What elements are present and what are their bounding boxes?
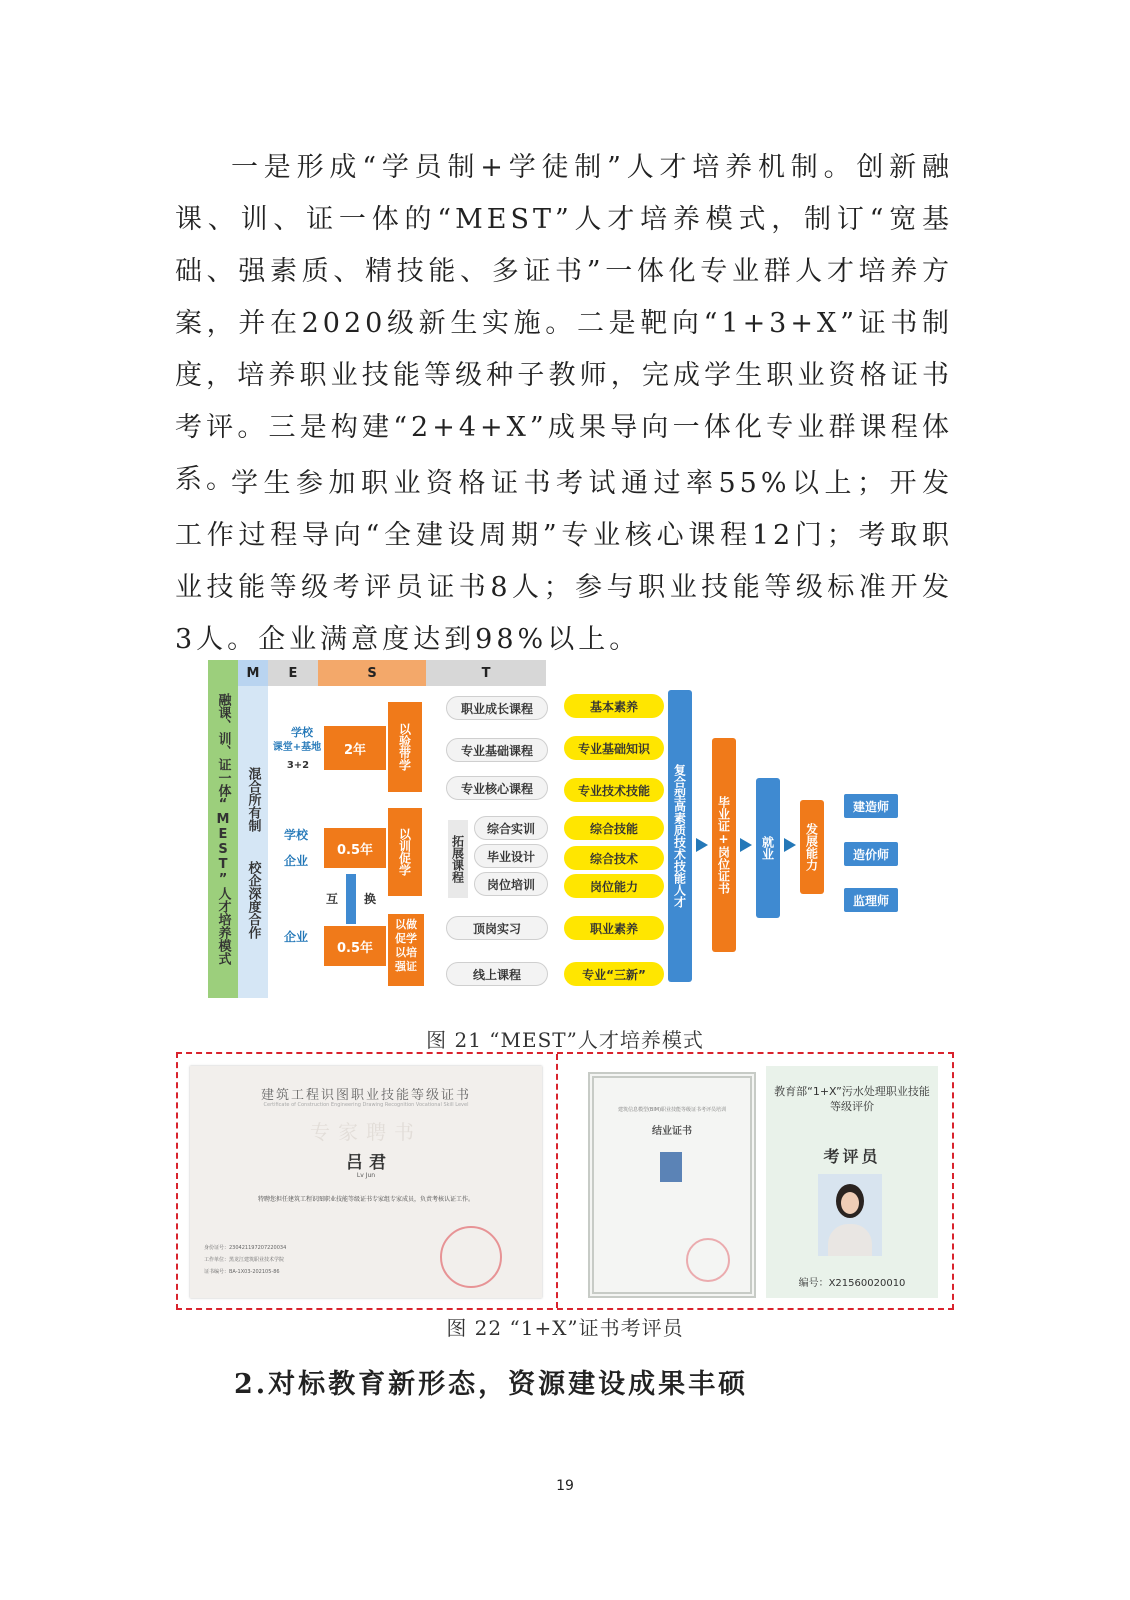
arrow-2 xyxy=(740,838,752,852)
talent-bar: 复合型高素质技术技能人才 xyxy=(668,690,692,982)
cert-2-title: 结业证书 xyxy=(652,1126,692,1137)
cert-1-name: 吕 君 xyxy=(346,1153,386,1173)
cert-3-number: 编号：X21560020010 xyxy=(798,1278,906,1289)
cert-3-photo xyxy=(818,1174,882,1256)
header-e: E xyxy=(268,660,318,686)
course-3: 专业核心课程 xyxy=(446,776,548,800)
expand-course: 拓展课程 xyxy=(448,820,468,898)
row1-duration: 2年 xyxy=(324,726,386,770)
course-5: 毕业设计 xyxy=(474,844,548,868)
course-6: 岗位培训 xyxy=(474,872,548,896)
row2-school: 学校 xyxy=(283,828,308,842)
cert-1-title: 建筑工程识图职业技能等级证书 xyxy=(260,1088,471,1103)
figure-21-caption: 图 21 “MEST”人才培养模式 xyxy=(426,1028,704,1052)
swap-arrow xyxy=(346,874,356,924)
header-t: T xyxy=(426,660,546,686)
row1-32: 3+2 xyxy=(286,760,310,771)
cert-2 xyxy=(588,1072,756,1298)
cert-2-seal xyxy=(686,1238,730,1282)
course-4: 综合实训 xyxy=(474,816,548,840)
cert-3-org: 教育部“1+X”污水处理职业技能等级评价 xyxy=(774,1085,930,1113)
cert-bar: 毕业证+岗位证书 xyxy=(712,738,736,952)
page-number: 19 xyxy=(556,1478,574,1494)
section-heading: 2.对标教育新形态，资源建设成果丰硕 xyxy=(234,1369,749,1400)
paragraph-2: 学生参加职业资格证书考试通过率55%以上；开发工作过程导向“全建设周期”专业核心课程12门；考取职业技能等级考评员证书8人；参与职业技能等级标准开发3人。企业满意度达到98%以上。 xyxy=(175,468,953,655)
cert-1 xyxy=(190,1066,542,1298)
cert-3 xyxy=(766,1066,938,1298)
skill-3: 专业技术技能 xyxy=(564,778,664,802)
cert-1-body: 特聘您担任建筑工程识图职业技能等级证书专家组专家成员，负责考核认证工作。 xyxy=(257,1196,474,1203)
paragraph-1: 一是形成“学员制+学徒制”人才培养机制。创新融课、训、证一体的“MEST”人才培养模式，制订“宽基础、强素质、精技能、多证书”一体化专业群人才培养方案，并在2020级新生实施。二是靶向“1+3+X”证书制度，培养职业技能等级种子教师，完成学生职业资格证书考评。三是构建“2+4+X”成果导向一体化专业群课程体系。 xyxy=(175,152,953,495)
skill-4: 综合技能 xyxy=(564,816,664,840)
figure-22-caption: 图 22 “1+X”证书考评员 xyxy=(446,1316,684,1340)
mixed-ownership: 混合所有制 xyxy=(245,766,261,832)
course-8: 线上课程 xyxy=(446,962,548,986)
person-face xyxy=(841,1192,859,1214)
skill-5: 综合技术 xyxy=(564,846,664,870)
figure-22-divider xyxy=(556,1054,558,1308)
skill-7: 职业素养 xyxy=(564,916,664,940)
arrow-1 xyxy=(696,838,708,852)
role-1: 建造师 xyxy=(844,794,898,818)
cert-2-line: 建筑信息模型(BIM)职业技能等级证书考评员培训 xyxy=(617,1107,727,1113)
row1-school: 学校 xyxy=(291,726,313,739)
cert-1-line-1: 身份证号：230421197207220034 xyxy=(204,1245,287,1251)
dev-bar: 发展能力 xyxy=(800,800,824,894)
course-2: 专业基础课程 xyxy=(446,738,548,762)
skill-2: 专业基础知识 xyxy=(564,736,664,760)
m-column xyxy=(238,686,268,998)
cert-1-subtitle: Certificate of Construction Engineering Drawing Recognition Vocational Skill Level xyxy=(263,1102,469,1108)
school-enterprise-coop: 校企深度合作 xyxy=(245,861,261,939)
cert-1-line-2: 工作单位：黑龙江建筑职业技术学院 xyxy=(204,1257,285,1263)
cert-1-seal xyxy=(440,1226,502,1288)
cert-1-pinyin: Lv Jun xyxy=(356,1172,376,1179)
cert-3-role: 考评员 xyxy=(823,1147,881,1166)
mest-diagram-body xyxy=(208,660,898,998)
row3-enterprise: 企业 xyxy=(283,930,308,944)
swap-right: 换 xyxy=(364,892,377,906)
cert-2-photo xyxy=(660,1152,682,1182)
course-7: 顶岗实习 xyxy=(446,916,548,940)
course-1: 职业成长课程 xyxy=(446,696,548,720)
row2-mode: 以训促学 xyxy=(388,808,422,896)
cert-1-line-3: 证书编号：BA-1X03-202105-86 xyxy=(204,1269,280,1275)
diagram-left-title: 融课、训、证一体“MEST”人才培养模式 xyxy=(208,660,238,998)
row1-base: 课堂+基地 xyxy=(272,742,322,753)
row1-mode: 以验带学 xyxy=(388,702,422,792)
row2-duration: 0.5年 xyxy=(324,828,386,868)
row3-duration: 0.5年 xyxy=(324,926,386,966)
skill-6: 岗位能力 xyxy=(564,874,664,898)
header-m: M xyxy=(238,660,268,686)
swap-left: 互 xyxy=(326,892,339,906)
row3-mode: 以做促学以培强证 xyxy=(388,914,424,986)
skill-1: 基本素养 xyxy=(564,694,664,718)
role-3: 监理师 xyxy=(844,888,898,912)
arrow-3 xyxy=(784,838,796,852)
row2-enterprise: 企业 xyxy=(283,854,308,868)
cert-1-watermark: 专家聘书 xyxy=(310,1120,422,1144)
skill-8: 专业“三新” xyxy=(564,962,664,986)
job-bar: 就业 xyxy=(756,778,780,918)
person-body xyxy=(828,1224,872,1256)
role-2: 造价师 xyxy=(844,842,898,866)
header-s: S xyxy=(318,660,426,686)
